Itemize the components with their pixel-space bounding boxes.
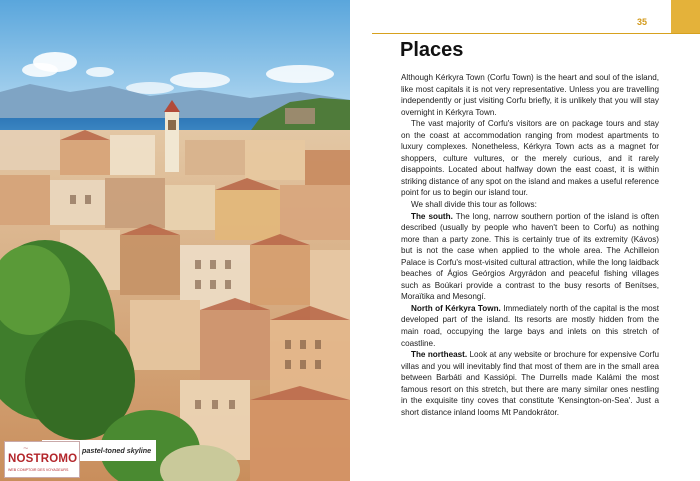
section-text-south: The long, narrow southern portion of the island is often described (usually by people who haven't been to Corfu) as nothing more than a party zone. This is certainly true of its extremity (Kávos) but is not the case when applied to the whole area. The Achilleion Palace is Corfu's most-visited cultural attraction, while the long laidback beaches of Ágios Geórgios Argyrádon and peaceful fishing villages such as Boúkari provide a contrast to the busy resorts of Benítses, Moraïtika and Mesongí. bbox=[401, 211, 659, 302]
publisher-logo bbox=[4, 441, 80, 478]
page-number: 35 bbox=[637, 17, 648, 27]
logo-tagline: WEB COMPTOIR DES VOYAGEURS bbox=[8, 468, 69, 472]
paragraph-north bbox=[401, 303, 659, 349]
photo-caption: pastel-toned skyline bbox=[82, 446, 152, 455]
section-head-northeast: The northeast. bbox=[411, 350, 468, 360]
logo-name: NOSTROMO bbox=[8, 453, 78, 465]
header-color-tab bbox=[671, 0, 700, 33]
section-text-north: Immediately north of the capital is the most developed part of the island. Its resorts are mostly hidden from the main road, occupying the large bays and inlets on this stretch of coastline. bbox=[401, 303, 659, 348]
section-text-northeast: Look at any website or brochure for expensive Corfu villas and you will inevitably find that most of them are in the small area between Barbáti and Kassiópi. The Durrells made Kalámi the most famous resort on this stretch, but there are many similar ones nestling in the exquisite tiny coves that constitute 'Kensington-on-Sea'. Just a short distance inland looms Mt Pandokrátor. bbox=[401, 350, 659, 417]
logo-swirl-icon: ~ bbox=[23, 443, 29, 453]
section-head-south: The south. bbox=[411, 211, 453, 221]
paragraph-visitors: The vast majority of Corfu's visitors are on package tours and stay on the coast at accommodation ranging from modest apartments to luxury complexes. Nonetheless, Kérkyra Town acts as a magnet for shoppers, culture vultures, or the merely curious, and it rarely disappoints. Located about halfway down the east coast, it is within striking distance of any spot on the island and makes a useful reference point for us to begin our island tour. bbox=[401, 119, 659, 198]
section-head-north: North of Kérkyra Town. bbox=[411, 303, 501, 313]
paragraph-division: We shall divide this tour as follows: bbox=[411, 200, 537, 210]
text-page bbox=[350, 0, 700, 481]
header-rule bbox=[372, 33, 700, 34]
body-text bbox=[401, 72, 659, 418]
paragraph-south bbox=[401, 211, 659, 303]
page-title: Places bbox=[400, 39, 464, 61]
paragraph-intro: Although Kérkyra Town (Corfu Town) is the heart and soul of the island, like most capitals it is not very representative. Unless you are travelling independently or just visiting Corfu briefly, it is unlikely that you will stay overnight in Kérkyra Town. bbox=[401, 73, 659, 117]
paragraph-northeast bbox=[401, 349, 659, 418]
